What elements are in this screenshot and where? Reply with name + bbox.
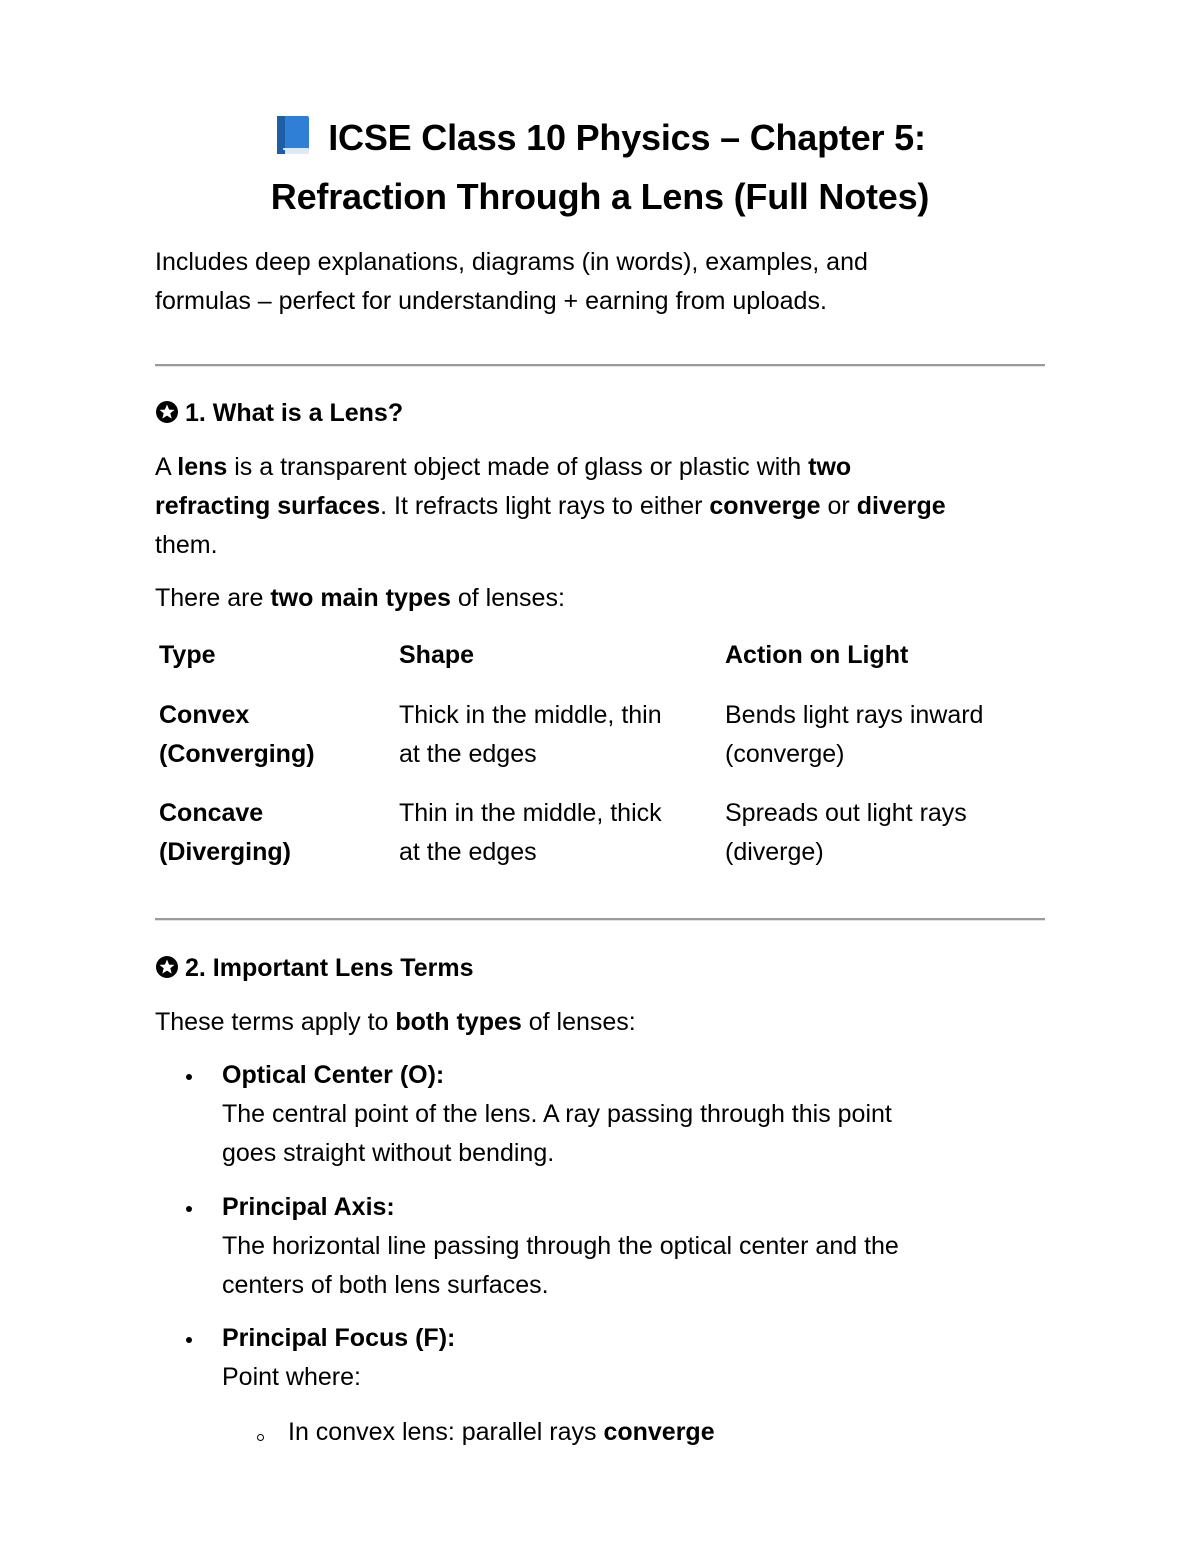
text-run: A [155,453,178,481]
text-run: These terms apply to [155,1008,396,1036]
cell-line: Concave [159,799,264,827]
bold-run: refracting surfaces [155,492,381,520]
table-cell-type [159,696,389,774]
blue-book-icon [274,114,312,156]
cell-line: Bends light rays inward [725,701,984,729]
cell-line: (Diverging) [159,838,291,866]
table-header-cell: Action on Light [725,641,909,669]
text-run: of lenses: [521,1008,636,1036]
cell-line: at the edges [399,838,537,866]
lens-types-intro [155,579,1045,618]
terms-intro [155,1003,1045,1042]
lens-def-line-2 [155,487,1045,526]
cell-line: Thin in the middle, thick [399,799,662,827]
text-run: is a transparent object made of glass or plastic with [227,453,809,481]
sub-list-item-text [288,1413,1048,1452]
bold-run: converge [603,1418,715,1446]
page-title [155,108,1045,226]
text-run: of lenses: [450,584,565,612]
star-circle-icon [155,400,179,424]
list-item-body [222,1056,1045,1173]
term-text: Point where: [222,1363,361,1391]
bold-run: converge [709,492,821,520]
cell-line: (diverge) [725,838,824,866]
text-run: In convex lens: parallel rays [288,1418,604,1446]
table-cell-action [725,696,1045,774]
text-run: them. [155,531,218,559]
list-item-body [222,1188,1045,1305]
term-text: goes straight without bending. [222,1139,555,1167]
title-text-line-2: Refraction Through a Lens (Full Notes) [270,176,930,217]
cell-line: (Converging) [159,740,315,768]
cell-line: Thick in the middle, thin [399,701,662,729]
bold-run: two [808,453,852,481]
star-circle-icon [155,955,179,979]
text-run: or [820,492,857,520]
cell-line: (converge) [725,740,845,768]
intro-line-2: formulas – perfect for understanding + earning from uploads. [155,287,827,315]
table-cell-shape [399,794,715,872]
table-cell-type [159,794,389,872]
section-2-heading-text: 2. Important Lens Terms [185,954,474,982]
table-cell-action [725,794,1045,872]
section-1-heading-text: 1. What is a Lens? [185,399,404,427]
lens-def-line-1 [155,448,1045,487]
cell-line: Convex [159,701,250,729]
bullet-icon [186,1206,192,1212]
hollow-bullet-icon [257,1434,264,1441]
intro-line-1: Includes deep explanations, diagrams (in words), examples, and [155,248,868,276]
lens-definition-paragraph [155,448,1045,565]
title-line-1 [155,108,1045,167]
bullet-icon [186,1337,192,1343]
bold-run: lens [177,453,228,481]
bold-run: two main types [270,584,451,612]
term-title: Principal Axis: [222,1193,395,1221]
lens-def-line-3 [155,526,1045,565]
horizontal-divider [155,918,1045,920]
bold-run: both types [395,1008,522,1036]
term-title: Principal Focus (F): [222,1324,456,1352]
horizontal-divider [155,364,1045,366]
list-item-body [222,1319,1045,1397]
term-text: centers of both lens surfaces. [222,1271,549,1299]
term-text: The horizontal line passing through the optical center and the [222,1232,899,1260]
cell-line: Spreads out light rays [725,799,967,827]
bullet-icon [186,1074,192,1080]
section-2-heading [155,951,474,985]
table-header-cell: Type [159,641,216,669]
intro-paragraph [155,243,1045,321]
section-1-heading [155,396,403,430]
table-header-cell: Shape [399,641,475,669]
table-cell-shape [399,696,715,774]
title-text-line-1: ICSE Class 10 Physics – Chapter 5: [328,117,926,158]
text-run: There are [155,584,271,612]
text-run: . It refracts light rays to either [380,492,710,520]
cell-line: at the edges [399,740,537,768]
term-title: Optical Center (O): [222,1061,445,1089]
bold-run: diverge [856,492,946,520]
term-text: The central point of the lens. A ray passing through this point [222,1100,892,1128]
